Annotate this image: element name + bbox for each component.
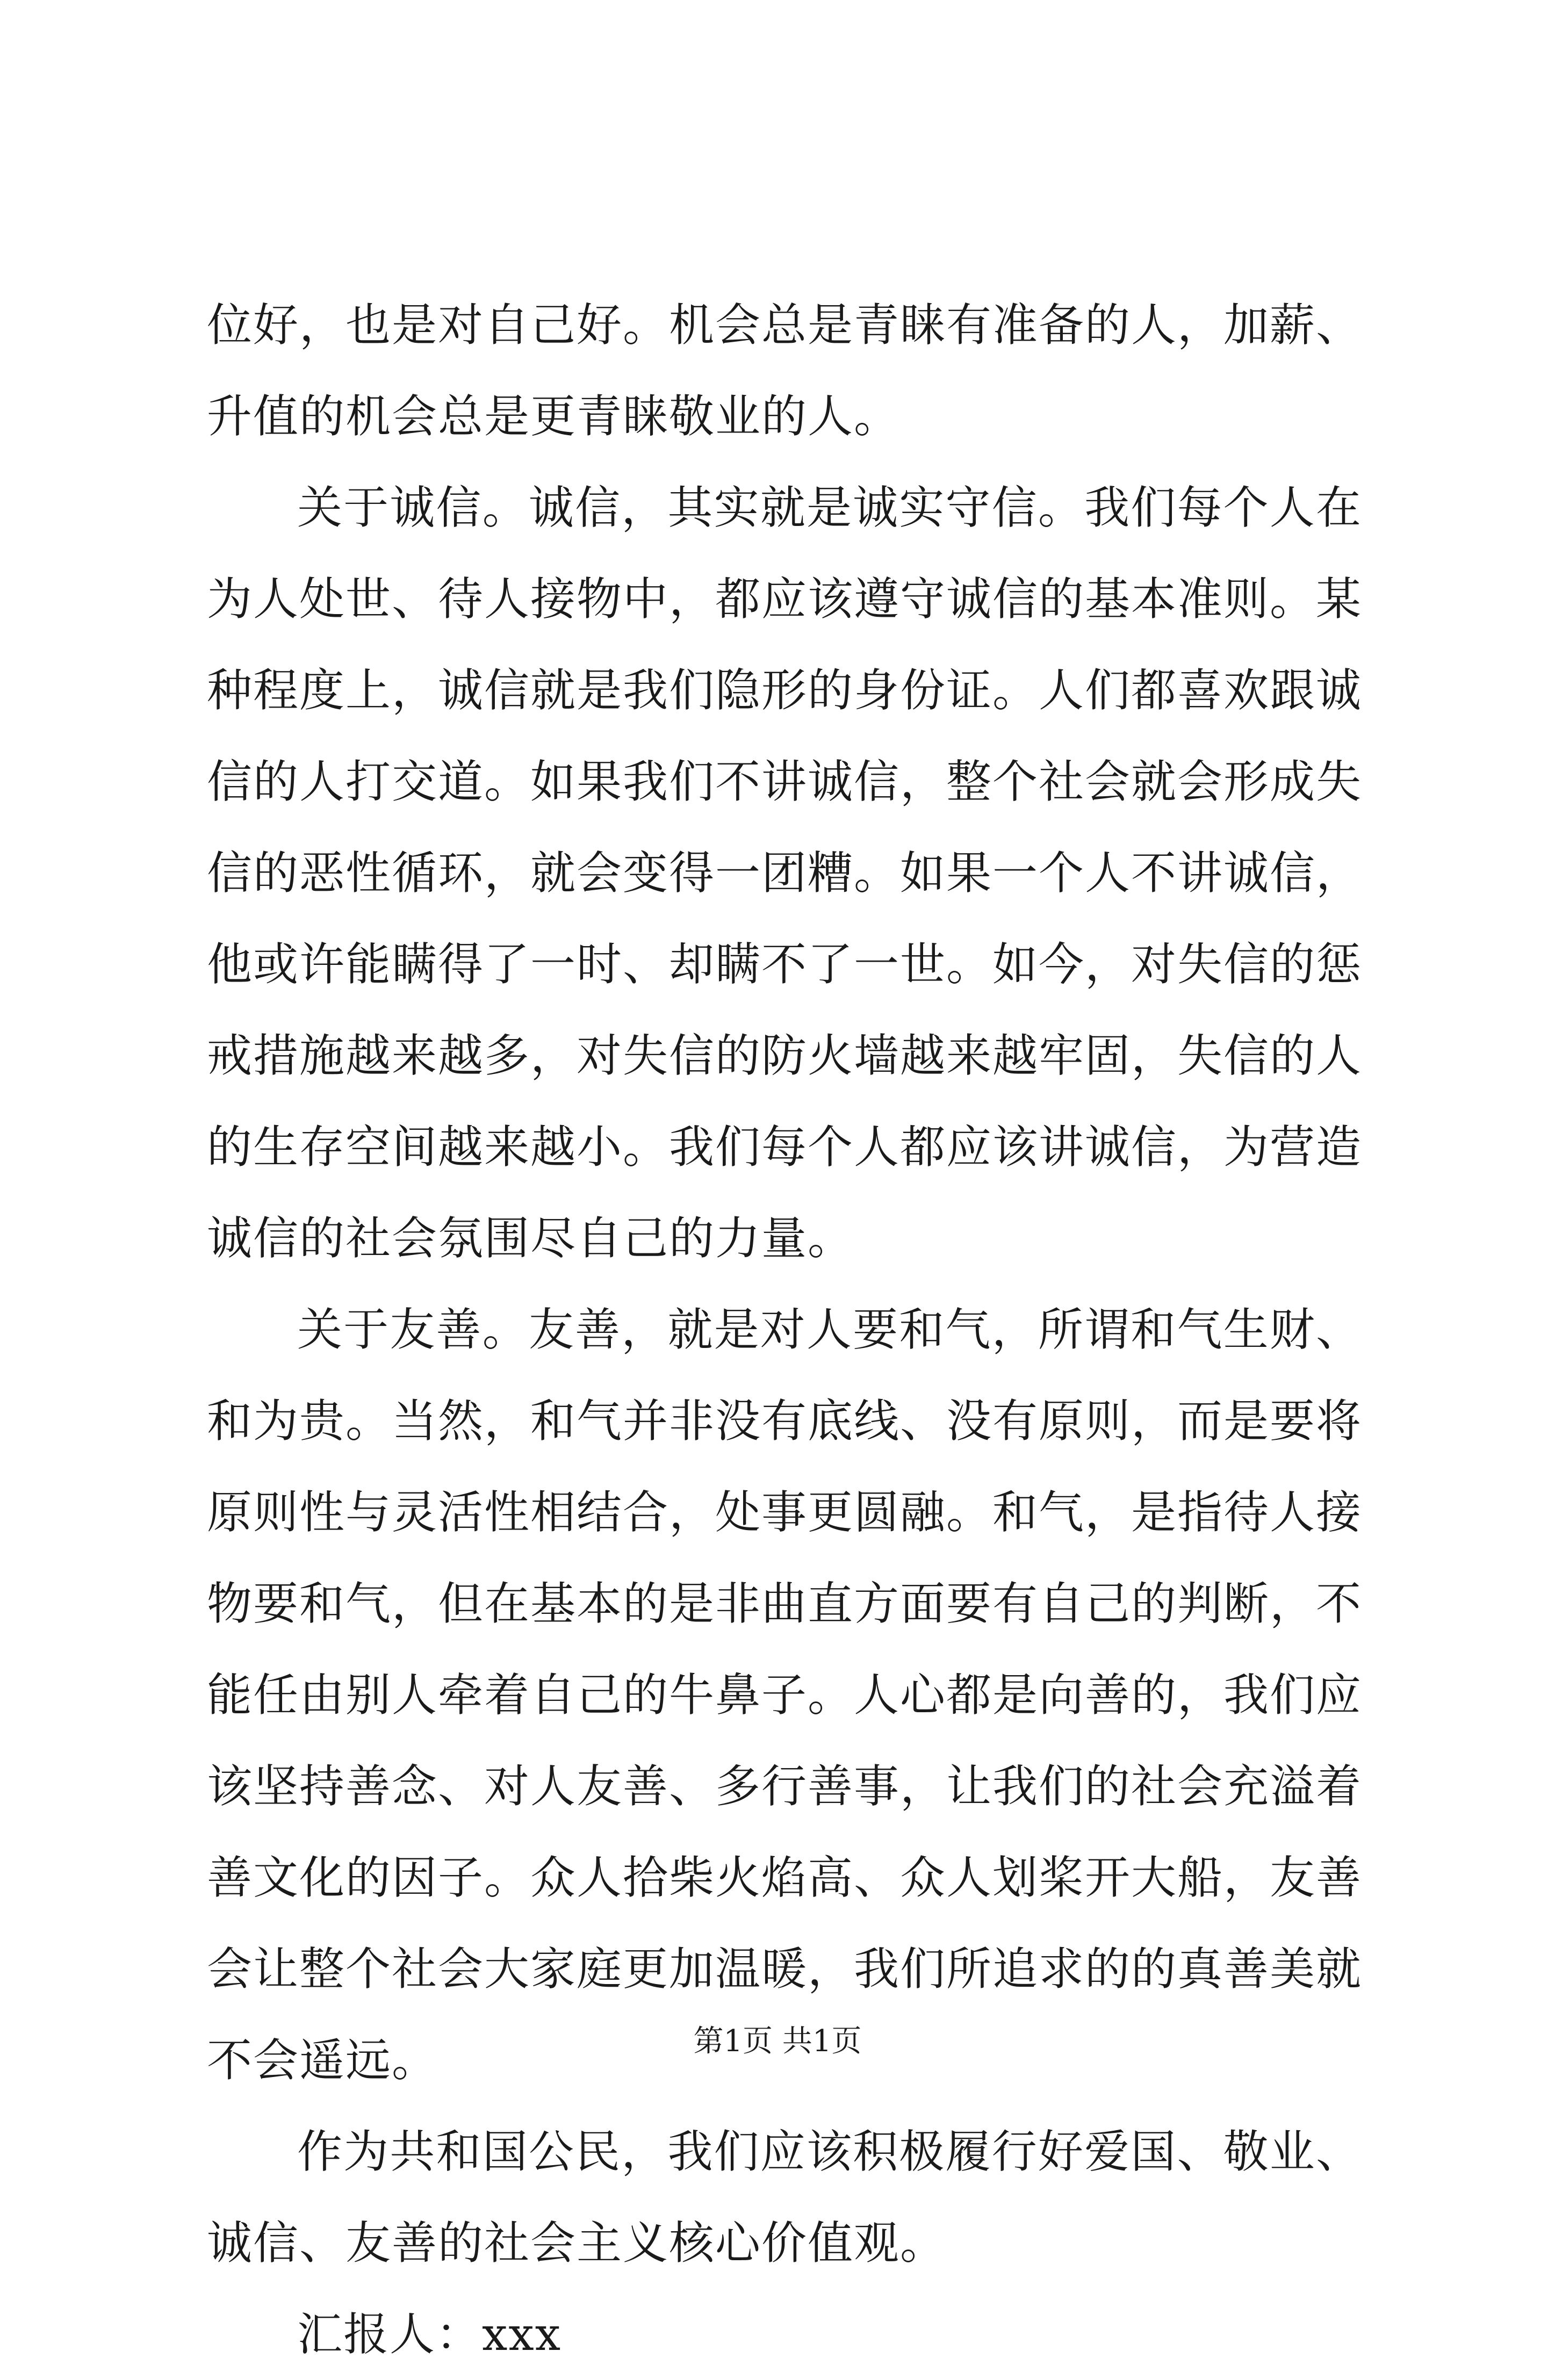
paragraph-integrity: 关于诚信。诚信，其实就是诚实守信。我们每个人在为人处世、待人接物中，都应该遵守诚信的基本准则。某种程度上，诚信就是我们隐形的身份证。人们都喜欢跟诚信的人打交道。如果我们不讲诚信，整个社会就会形成失信的恶性循环，就会变得一团糟。如果一个人不讲诚信，他或许能瞒得了一时、却瞒不了一世。如今，对失信的惩戒措施越来越多，对失信的防火墙越来越牢固，失信的人的生存空间越来越小。我们每个人都应该讲诚信，为营造诚信的社会氛围尽自己的力量。 — [207, 481, 1363, 1265]
paragraph-friendliness: 关于友善。友善，就是对人要和气，所谓和气生财、和为贵。当然，和气并非没有底线、没有原则，而是要将原则性与灵活性相结合，处事更圆融。和气，是指待人接物要和气，但在基本的是非曲直方面要有自己的判断，不能任由别人牵着自己的牛鼻子。人心都是向善的，我们应该坚持善念、对人友善、多行善事，让我们的社会充溢着善文化的因子。众人拾柴火焰高、众人划桨开大船，友善会让整个社会大家庭更加温暖，我们所追求的的真善美就不会遥远。 — [207, 1303, 1363, 2087]
page-footer — [0, 2020, 1555, 2063]
reporter-signature: 汇报人：xxx — [297, 2308, 562, 2361]
page-number: 第1页 共1页 — [693, 2024, 862, 2059]
document-body — [207, 279, 1362, 2380]
paragraph-conclusion: 作为共和国公民，我们应该积极履行好爱国、敬业、诚信、友善的社会主义核心价值观。 — [207, 2125, 1362, 2269]
paragraph-continuation: 位好，也是对自己好。机会总是青睐有准备的人，加薪、升值的机会总是更青睐敬业的人。 — [207, 299, 1363, 443]
